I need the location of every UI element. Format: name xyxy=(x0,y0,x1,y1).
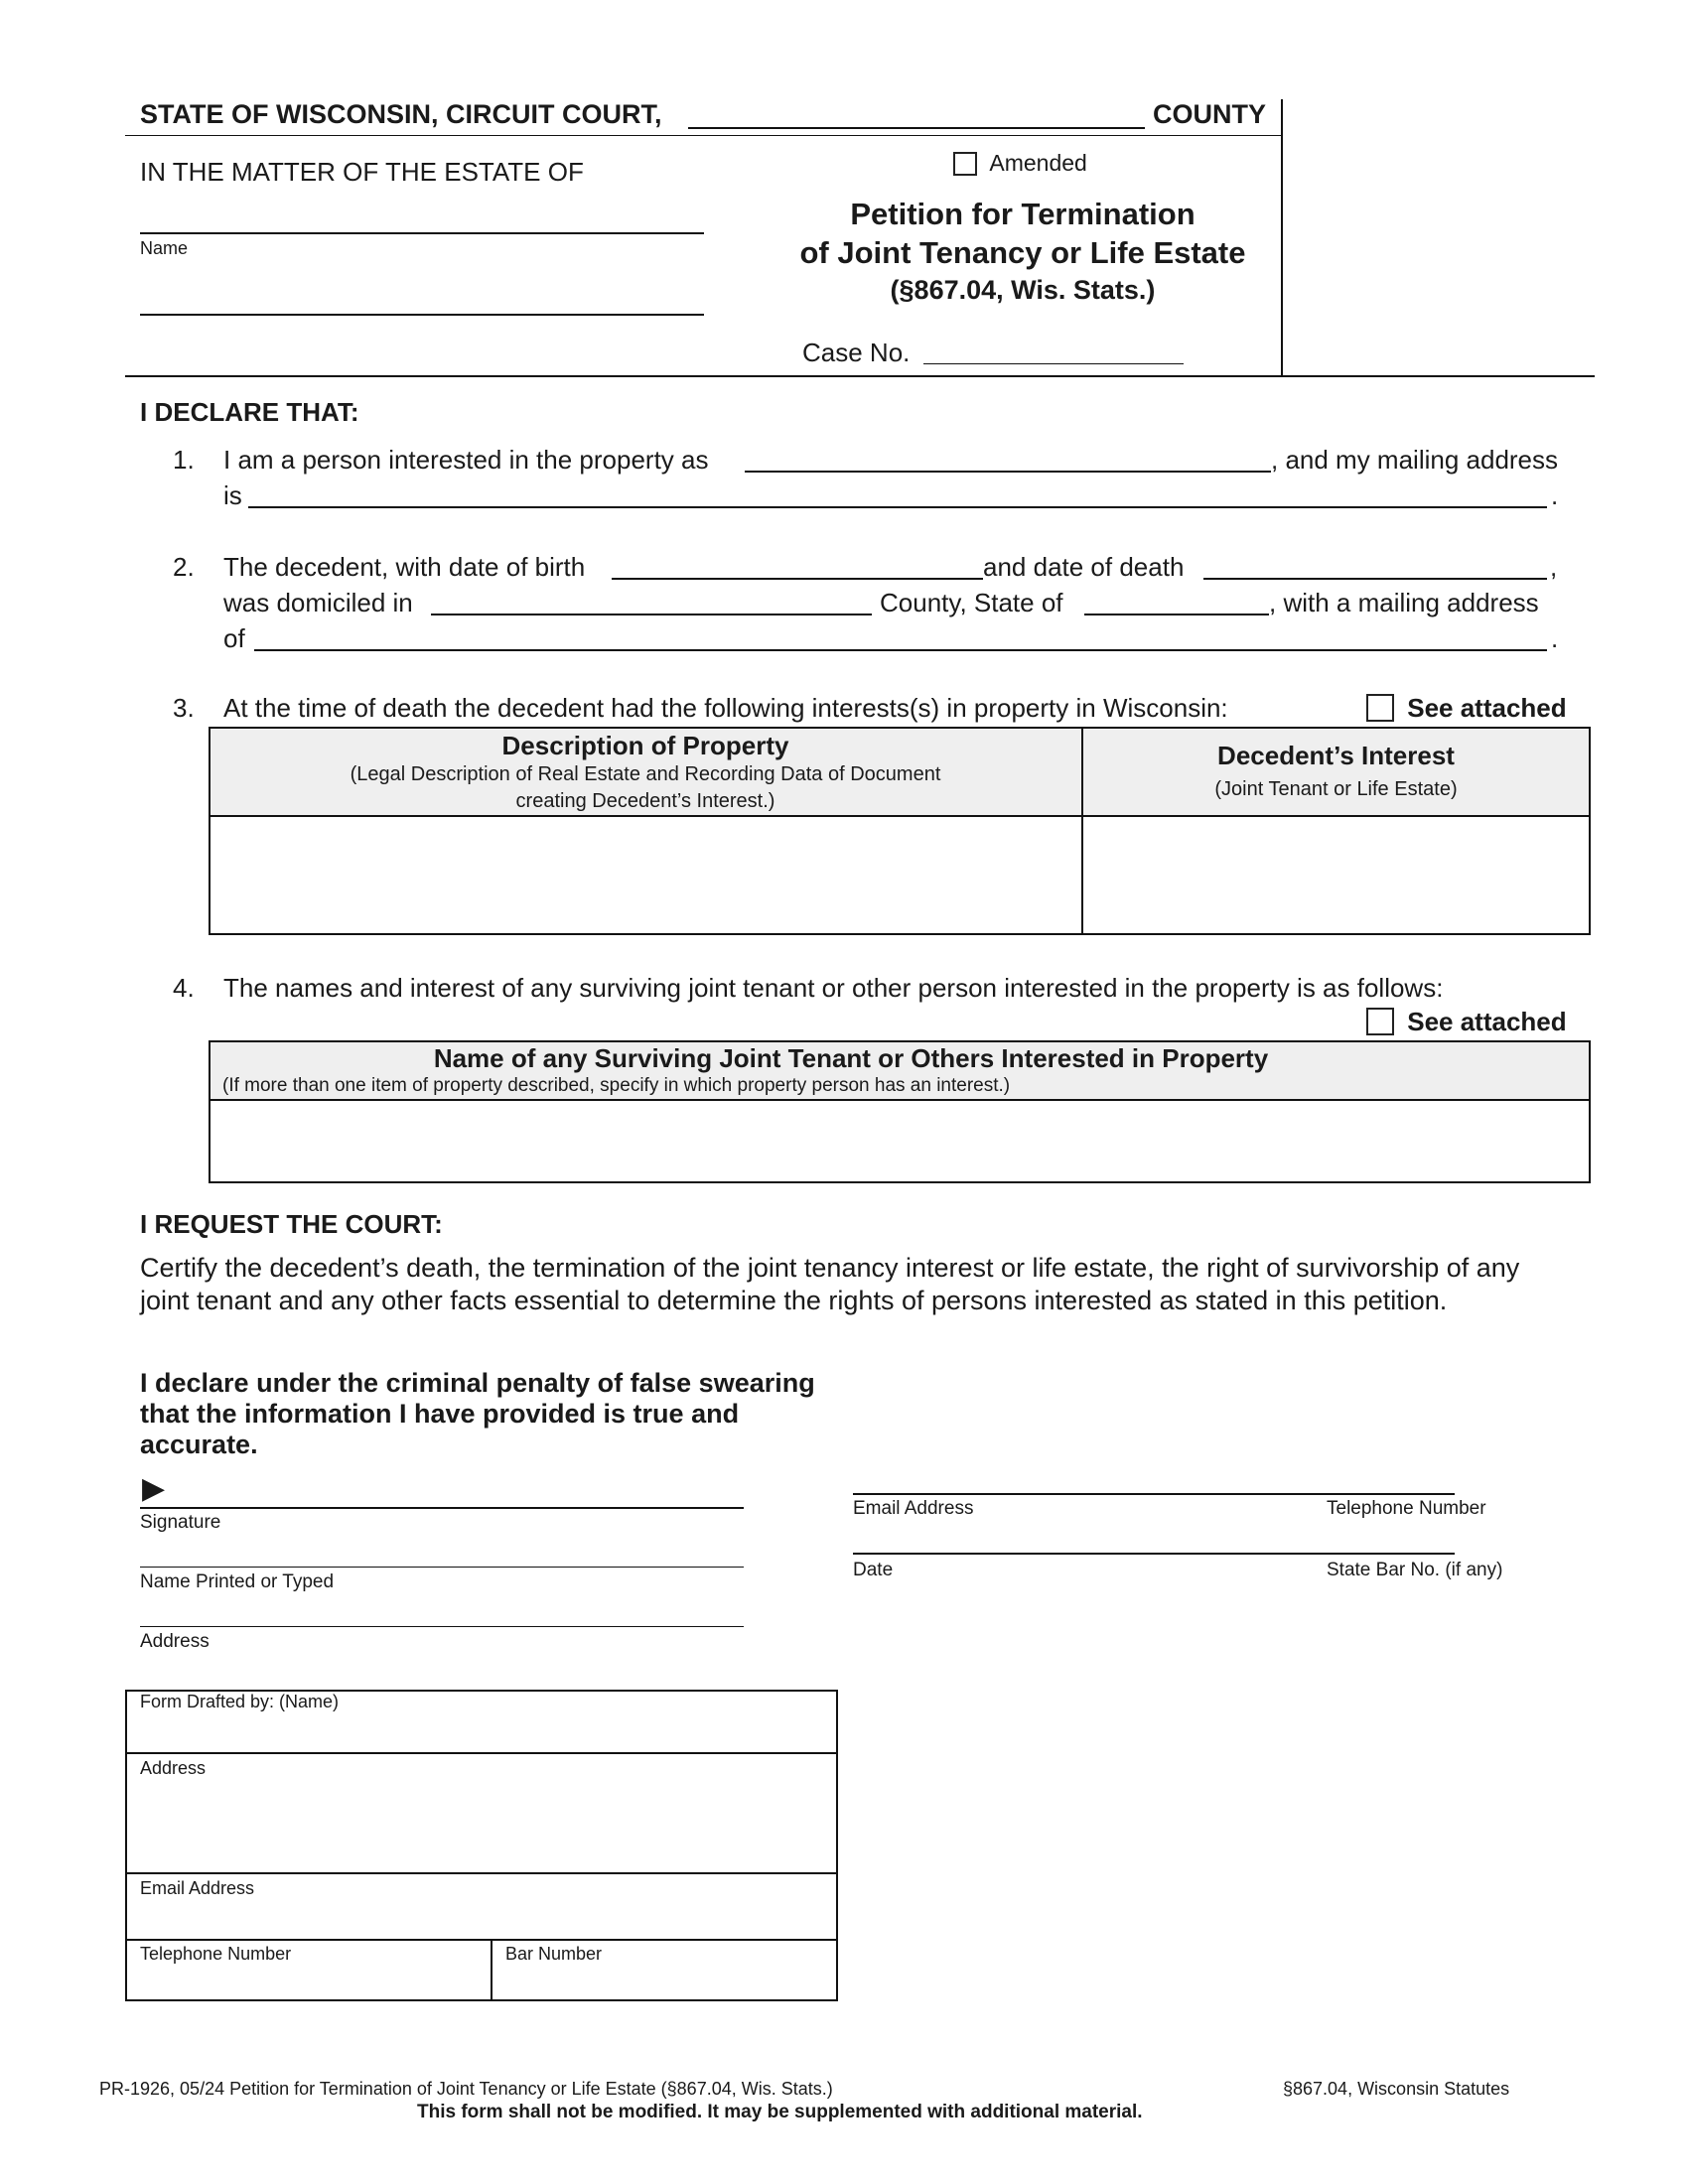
interest-as-field[interactable] xyxy=(745,471,1271,473)
item1-number: 1. xyxy=(173,445,195,475)
item3-see-attached-label: See attached xyxy=(1407,692,1567,723)
estate-name-field[interactable] xyxy=(140,232,704,234)
request-line2: joint tenant and any other facts essential to determine the rights of persons interested as stated in this petition. xyxy=(140,1286,1448,1315)
date-of-birth-field[interactable] xyxy=(612,578,983,580)
drafted-rule-3 xyxy=(125,1939,838,1941)
drafted-address-label: Address xyxy=(140,1758,207,1778)
item2-text-a: The decedent, with date of birth xyxy=(223,552,586,582)
amended-checkbox[interactable] xyxy=(953,152,977,176)
state-bar-label: State Bar No. (if any) xyxy=(1327,1560,1503,1580)
header-bottom-rule xyxy=(125,375,1595,377)
footer-statute: §867.04, Wisconsin Statutes xyxy=(1283,2079,1510,2099)
drafted-phone-label: Telephone Number xyxy=(140,1944,292,1964)
surviving-table-title: Name of any Surviving Joint Tenant or Others Interested in Property xyxy=(433,1043,1269,1073)
item1-text-c: is xyxy=(223,480,242,510)
county-label: COUNTY xyxy=(1153,99,1266,129)
phone-label: Telephone Number xyxy=(1327,1498,1486,1519)
domicile-state-field[interactable] xyxy=(1084,614,1269,615)
property-table-header-rule xyxy=(209,815,1591,817)
col-interest-sub: (Joint Tenant or Life Estate) xyxy=(1214,778,1458,800)
col-description-sub2: creating Decedent’s Interest.) xyxy=(515,790,775,812)
name-label: Name xyxy=(140,238,189,258)
footer-notice: This form shall not be modified. It may be supplemented with additional material. xyxy=(417,2102,1143,2122)
property-description-cell[interactable] xyxy=(212,819,1078,932)
amended-label: Amended xyxy=(989,150,1087,177)
drafted-email-label: Email Address xyxy=(140,1878,255,1898)
case-no-field[interactable] xyxy=(923,363,1184,364)
email-label: Email Address xyxy=(853,1498,974,1519)
item2-number: 2. xyxy=(173,552,195,582)
declare-heading: I DECLARE THAT: xyxy=(140,397,359,427)
item2-text-d: County, State of xyxy=(880,588,1063,617)
domicile-county-field[interactable] xyxy=(431,614,872,615)
estate-name-field-2[interactable] xyxy=(140,314,704,316)
amended-option[interactable] xyxy=(953,149,1087,177)
drafted-rule-2 xyxy=(125,1872,838,1874)
col-description-sub1: (Legal Description of Real Estate and Recording Data of Document xyxy=(350,763,941,785)
item1-text-b: , and my mailing address xyxy=(1271,445,1559,475)
item2-comma: , xyxy=(1550,552,1558,582)
signer-address-label: Address xyxy=(140,1631,210,1652)
form-title-line3: (§867.04, Wis. Stats.) xyxy=(890,275,1156,305)
form-title-line1: Petition for Termination xyxy=(850,197,1196,231)
printed-name-label: Name Printed or Typed xyxy=(140,1571,335,1592)
drafted-rule-1 xyxy=(125,1752,838,1754)
surviving-table-sub: (If more than one item of property described, specify in which property person has an interest.) xyxy=(222,1075,1011,1096)
item1-text-a: I am a person interested in the property as xyxy=(223,445,709,475)
decedent-interest-cell[interactable] xyxy=(1085,819,1588,932)
col-description-title: Description of Property xyxy=(501,731,789,760)
item3-see-attached-checkbox[interactable] xyxy=(1366,694,1394,722)
date-bar-field[interactable] xyxy=(853,1553,1455,1555)
signer-address-field[interactable] xyxy=(140,1626,744,1627)
matter-label: IN THE MATTER OF THE ESTATE OF xyxy=(140,157,584,187)
declaration-line2: that the information I have provided is true and xyxy=(140,1399,740,1429)
drafted-by-label: Form Drafted by: (Name) xyxy=(140,1692,340,1711)
form-title-line2: of Joint Tenancy or Life Estate xyxy=(799,235,1246,270)
court-prefix: STATE OF WISCONSIN, CIRCUIT COURT, xyxy=(140,99,662,129)
item2-text-c: was domiciled in xyxy=(223,588,413,617)
item3-text: At the time of death the decedent had the following interests(s) in property in Wisconsin: xyxy=(223,693,1228,723)
header-top-rule xyxy=(125,135,1283,136)
footer-form-id: PR-1926, 05/24 Petition for Termination of Joint Tenancy or Life Estate (§867.04, Wis. Stats.) xyxy=(99,2079,833,2099)
signature-arrow-icon: ▶ xyxy=(142,1472,166,1505)
item2-end: . xyxy=(1551,623,1559,653)
item1-end: . xyxy=(1551,480,1559,510)
request-line1: Certify the decedent’s death, the termination of the joint tenancy interest or life estate, the right of survivorship of any xyxy=(140,1253,1520,1283)
mailing-address-field[interactable] xyxy=(248,506,1547,508)
item3-see-attached[interactable] xyxy=(1366,691,1567,724)
drafted-bar-label: Bar Number xyxy=(505,1944,603,1964)
case-no-label: Case No. xyxy=(802,338,911,367)
item2-text-e: , with a mailing address xyxy=(1269,588,1539,617)
printed-name-field[interactable] xyxy=(140,1567,744,1568)
item2-text-f: of xyxy=(223,623,245,653)
signature-label: Signature xyxy=(140,1512,221,1533)
drafted-col-divider xyxy=(491,1939,492,2001)
item4-see-attached[interactable] xyxy=(1366,1005,1567,1037)
item4-see-attached-label: See attached xyxy=(1407,1006,1567,1036)
date-of-death-field[interactable] xyxy=(1203,578,1547,580)
item4-number: 4. xyxy=(173,973,195,1003)
item3-number: 3. xyxy=(173,693,195,723)
item4-text: The names and interest of any surviving joint tenant or other person interested in the property is as follows: xyxy=(223,973,1444,1003)
item4-see-attached-checkbox[interactable] xyxy=(1366,1008,1394,1035)
col-interest-title: Decedent’s Interest xyxy=(1217,741,1455,770)
request-heading: I REQUEST THE COURT: xyxy=(140,1209,443,1239)
decedent-address-field[interactable] xyxy=(254,649,1547,651)
date-label: Date xyxy=(853,1560,894,1580)
surviving-names-cell[interactable] xyxy=(212,1103,1587,1180)
item2-text-b: and date of death xyxy=(983,552,1185,582)
signature-field[interactable] xyxy=(140,1507,744,1509)
declaration-line3: accurate. xyxy=(140,1430,258,1459)
surviving-table-header-rule xyxy=(209,1099,1591,1101)
email-phone-field[interactable] xyxy=(853,1493,1455,1495)
county-name-field[interactable] xyxy=(688,127,1145,129)
declaration-line1: I declare under the criminal penalty of false swearing xyxy=(140,1368,815,1398)
